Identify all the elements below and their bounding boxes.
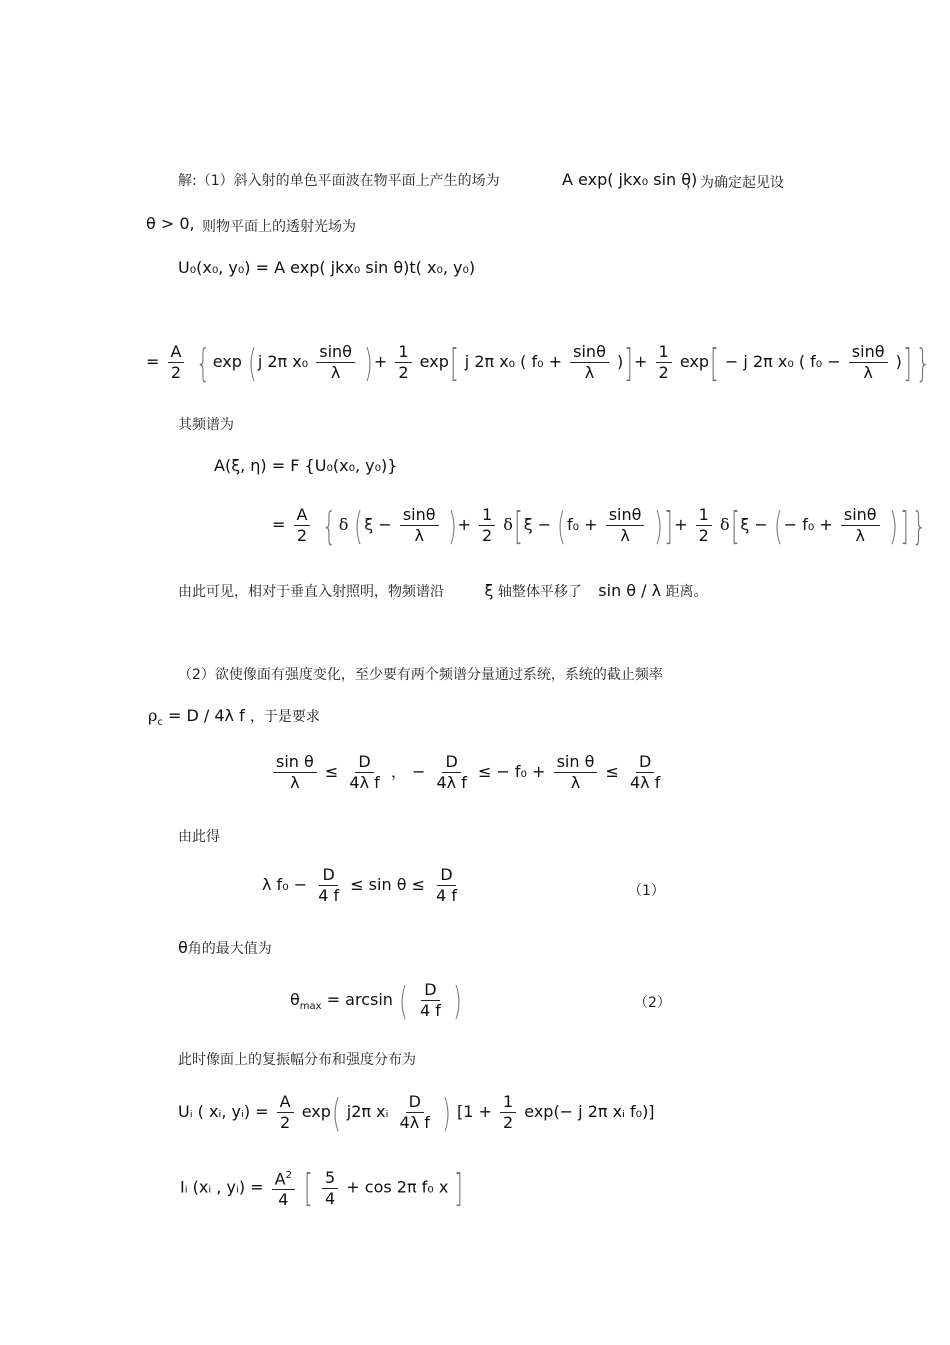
image-amplitude-equation: Uᵢ ( xᵢ, yᵢ) = $\frac{A}{2}$ exp( j2π xᵢ $\frac{D}{\text{4λ f}}$ ) [1 + $\frac{1}{2}$ exp(− j 2π xᵢ f₀)] [178,1090,655,1135]
max-angle-label: θ角的最大值为 [178,938,272,957]
u0-equation: U₀(x₀, y₀) = A exp( jkx₀ sin θ)t( x₀, y₀) [178,258,476,277]
equation-number-1: （1） [628,883,665,899]
passband-inequalities: $\frac{\text{sin θ}}{\lambda}$ ≤ $\frac{D}{\text{4λ f}}$ ， − $\frac{D}{\text{4λ f}}$ ≤ − f₀ + $\frac{\text{sin θ}}{\lambda}$ ≤ $\frac{D}{\text{4λ f}}$ [270,752,666,793]
theta-condition: θ > 0, [146,214,195,233]
incident-field: A exp( jkx₀ sin θ) [562,170,698,189]
image-distribution-text: 此时像面上的复振幅分布和强度分布为 [178,1052,416,1068]
transmitted-field-text: 则物平面上的透射光场为 [202,219,356,235]
image-intensity-equation: Iᵢ (xᵢ , yᵢ) = $\frac{A^2}{4}$ [ $\frac{5}{4}$ + cos 2π f₀ x ] [180,1166,464,1211]
u0-expansion-equation: = $\frac{A}{2}$ { exp (j 2π x₀ $\frac{\sin\theta}{\lambda}$ )+ $\frac{1}{2}$ exp[ j 2π x₀ ( f₀ + $\frac{\sin\theta}{\lambda}$ )]+ $\frac{1}{2}$ exp[ − j 2π x₀ ( f₀ − $\frac{\sin\theta}{\lambda}$ )] } [146,340,931,385]
cutoff-frequency: $\rho_c = D / 4\lambda$ f ，于是要求 [148,706,320,729]
intro-tail: ，为确定起见设 [686,175,784,191]
spectrum-label: 其频谱为 [178,417,234,433]
angle-range-inequality: λ f₀ − $\frac{D}{4 f}$ ≤ sin θ ≤ $\frac{D}{4 f}$ [262,865,457,905]
spectrum-definition: A(ξ, η) = F {U₀(x₀, y₀)} [214,456,398,475]
derive-label: 由此得 [178,829,220,845]
max-angle-equation: $\theta_{max} = \arcsin$ ( $\frac{D}{4 f}$ ) [290,978,462,1023]
shift-conclusion: 由此可见，相对于垂直入射照明，物频谱沿 ξ 轴整体平移了 sin θ / λ 距离。 [178,581,708,600]
part2-intro: （2）欲使像面有强度变化，至少要有两个频谱分量通过系统，系统的截止频率 [178,667,663,683]
spectrum-expansion-equation: = $\frac{A}{2}$ { δ (ξ − $\frac{\sin\theta}{\lambda}$ )+ $\frac{1}{2}$ δ[ξ − (f₀ + $\frac{\sin\theta}{\lambda}$ )]+ $\frac{1}{2}$ δ[ξ − (− f₀ + $\frac{\sin\theta}{\lambda}$ )] } [272,503,927,548]
equation-number-2: （2） [634,995,671,1011]
solution-intro: 解:（1）斜入射的单色平面波在物平面上产生的场为 [178,173,500,189]
